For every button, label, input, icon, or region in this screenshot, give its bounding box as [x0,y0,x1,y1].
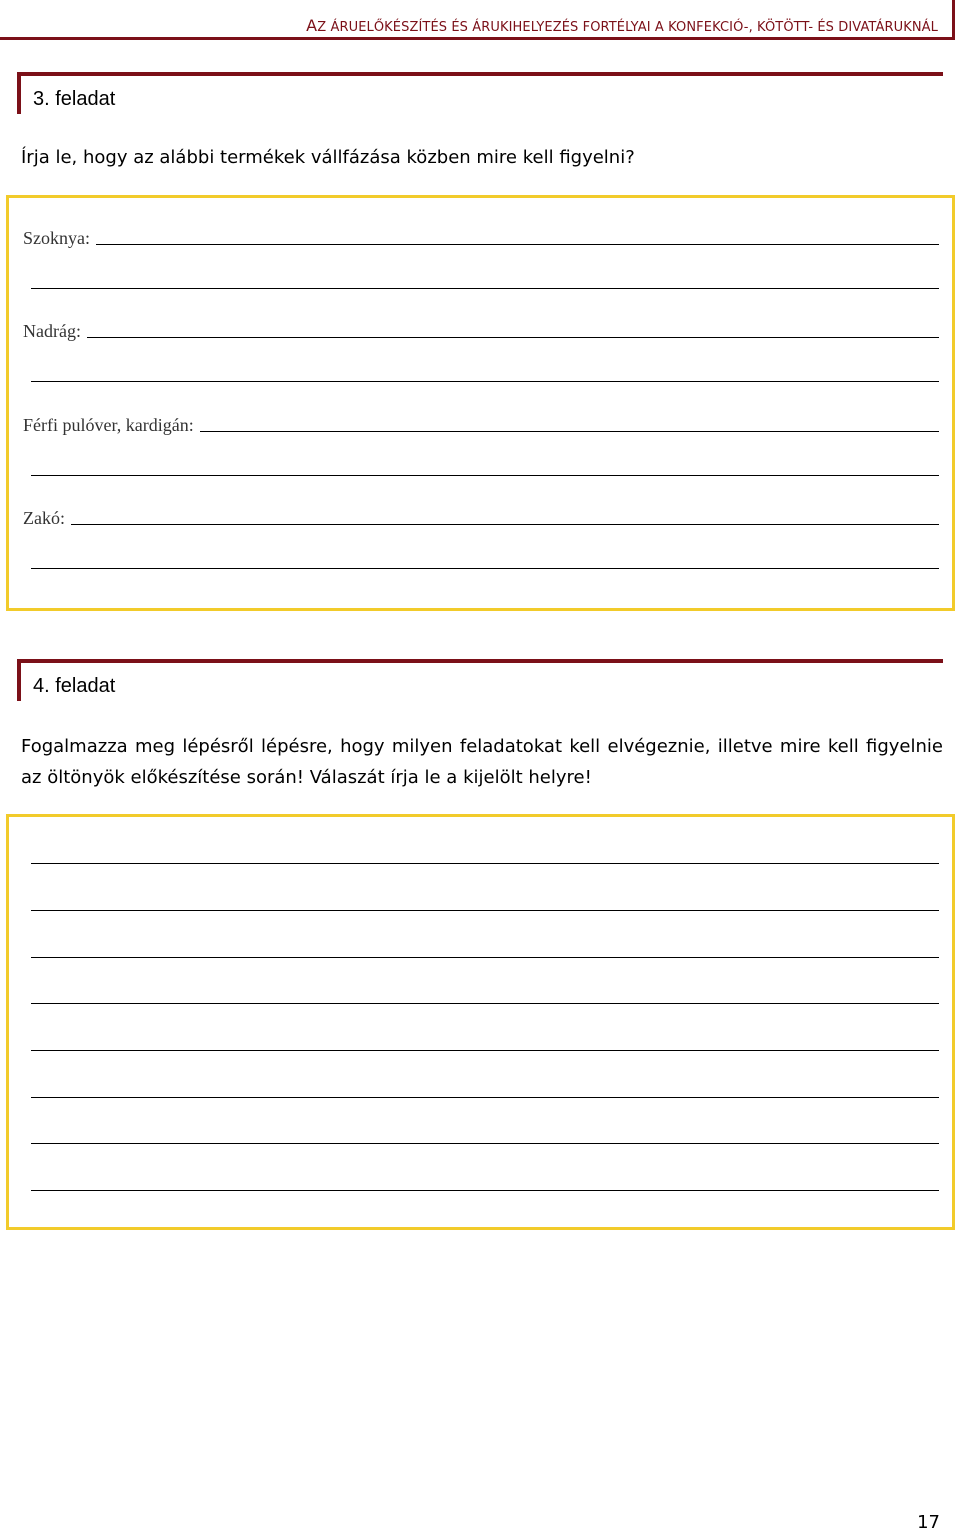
answer-line[interactable] [31,1096,939,1098]
answer-line[interactable] [31,1049,939,1051]
answer-line[interactable] [31,567,939,569]
answer-line[interactable] [31,287,939,289]
answer-line[interactable] [31,380,939,382]
answer-line-blank[interactable] [31,262,939,292]
page-header [0,0,955,40]
answer-line-blank[interactable] [31,449,939,479]
field-label: Szoknya: [23,228,90,248]
answer-line[interactable] [87,336,939,338]
answer-line[interactable] [31,862,939,864]
answer-field-trousers[interactable] [23,311,939,341]
answer-line-blank[interactable] [31,355,939,385]
answer-line[interactable] [31,474,939,476]
header-title-initial: A [306,16,318,35]
answer-field-skirt[interactable] [23,218,939,248]
answer-line[interactable] [31,956,939,958]
answer-line-blank[interactable] [31,1071,939,1101]
header-title [306,16,938,35]
field-label: Férfi pulóver, kardigán: [23,415,194,435]
answer-line[interactable] [31,1002,939,1004]
task-4-answer-box [6,814,955,1230]
task-4-heading [17,659,943,701]
field-label: Zakó: [23,508,65,528]
task-4-title: 4. feladat [33,675,116,697]
answer-line-blank[interactable] [31,1117,939,1147]
page-number: 17 [917,1512,940,1533]
task-3-answer-box [6,195,955,611]
answer-line[interactable] [31,1142,939,1144]
field-label: Nadrág: [23,321,81,341]
header-title-rest: Z ÁRUELŐKÉSZÍTÉS ÉS ÁRUKIHELYEZÉS FORTÉLYAI A KONFEKCIÓ-, KÖTÖTT- ÉS DIVATÁRUKNÁL [317,20,938,35]
answer-line-blank[interactable] [31,1024,939,1054]
answer-line-blank[interactable] [31,1164,939,1194]
answer-line[interactable] [31,909,939,911]
answer-line[interactable] [31,1189,939,1191]
task-4-instruction: Fogalmazza meg lépésről lépésre, hogy milyen feladatokat kell elvégeznie, illetve mire kell figyelnie az öltönyök előkészítése során! Válaszát írja le a kijelölt helyre! [21,736,943,788]
task-3-heading [17,72,943,114]
answer-line-blank[interactable] [31,837,939,867]
answer-line[interactable] [96,243,939,245]
answer-line-blank[interactable] [31,931,939,961]
answer-field-jacket[interactable] [23,498,939,528]
answer-line[interactable] [200,430,939,432]
task-3-title: 3. feladat [33,88,116,110]
task-3-instruction: Írja le, hogy az alábbi termékek vállfázása közben mire kell figyelni? [21,147,635,168]
answer-line[interactable] [71,523,939,525]
answer-field-sweater[interactable] [23,405,939,435]
answer-line-blank[interactable] [31,884,939,914]
answer-line-blank[interactable] [31,977,939,1007]
answer-line-blank[interactable] [31,542,939,572]
